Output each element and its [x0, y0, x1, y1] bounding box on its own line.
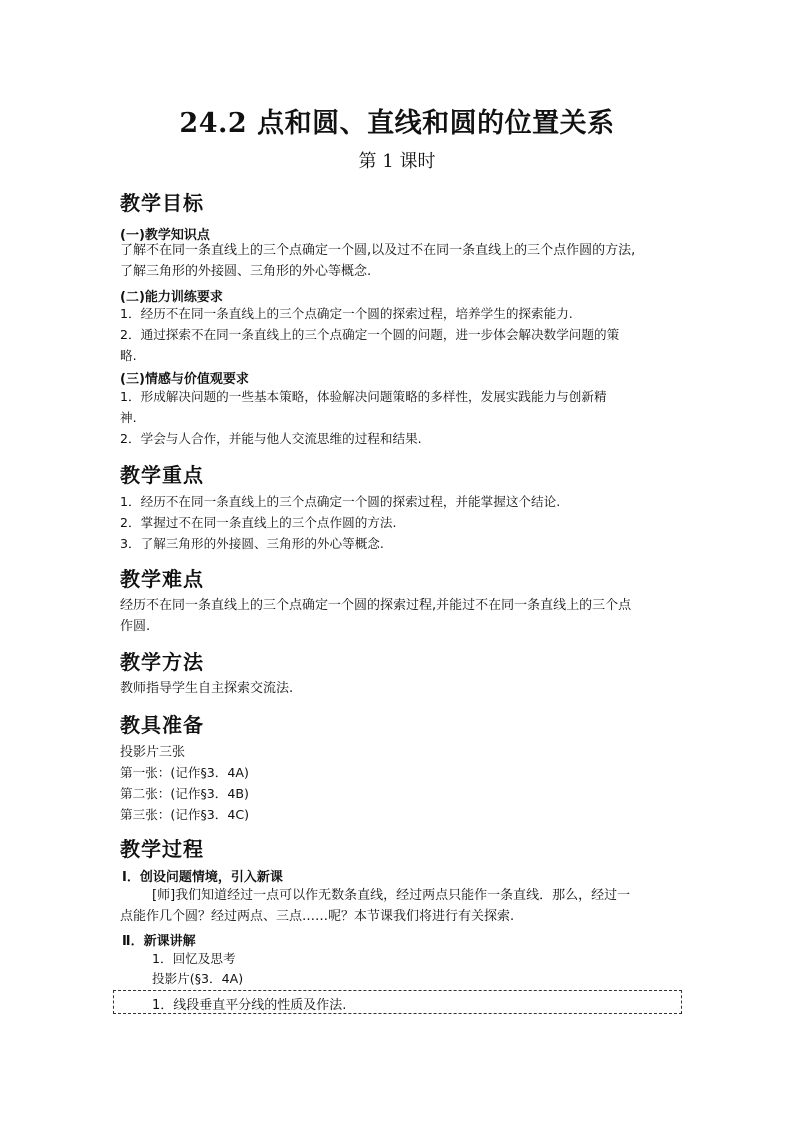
paragraph-line: 1．经历不在同一条直线上的三个点确定一个圆的探索过程，并能掌握这个结论. — [120, 494, 561, 509]
subsection-heading: Ⅰ．创设问题情境，引入新课 — [122, 870, 283, 885]
paragraph-line: 作圆. — [120, 619, 151, 634]
paragraph-line: 第一张：(记作§3．4A) — [120, 765, 249, 780]
paragraph-line: [师]我们知道经过一点可以作无数条直线，经过两点只能作一条直线．那么，经过一 — [152, 888, 631, 903]
paragraph-line: 神. — [120, 410, 137, 425]
section-heading-goals: 教学目标 — [120, 191, 204, 215]
subsection-heading: Ⅱ．新课讲解 — [122, 934, 196, 949]
paragraph-line: 了解不在同一条直线上的三个点确定一个圆,以及过不在同一条直线上的三个点作圆的方法, — [120, 243, 636, 258]
page-subtitle: 第 1 课时 — [358, 151, 436, 172]
subsection-heading: (二)能力训练要求 — [120, 290, 223, 305]
section-heading-aids: 教具准备 — [120, 713, 204, 737]
paragraph-line: 第三张：(记作§3．4C) — [120, 807, 250, 822]
paragraph-line: 2．学会与人合作，并能与他人交流思维的过程和结果. — [120, 431, 422, 446]
paragraph-line: 了解三角形的外接圆、三角形的外心等概念. — [120, 264, 372, 279]
page-title: 24.2 点和圆、直线和圆的位置关系 — [179, 108, 615, 139]
section-heading-difficulties: 教学难点 — [120, 567, 204, 591]
paragraph-line: 投影片(§3．4A) — [152, 971, 244, 986]
paragraph-line: 略. — [120, 348, 137, 363]
box-text: 1．线段垂直平分线的性质及作法. — [152, 998, 347, 1013]
section-heading-methods: 教学方法 — [120, 650, 204, 674]
paragraph-line: 点能作几个圆？经过两点、三点……呢？本节课我们将进行有关探索. — [120, 909, 515, 924]
paragraph-line: 1．回忆及思考 — [152, 951, 236, 966]
section-heading-process: 教学过程 — [120, 837, 204, 861]
subsection-heading: (三)情感与价值观要求 — [120, 372, 249, 387]
paragraph-line: 第二张：(记作§3．4B) — [120, 786, 249, 801]
paragraph-line: 3．了解三角形的外接圆、三角形的外心等概念. — [120, 536, 384, 551]
section-heading-key-points: 教学重点 — [120, 463, 204, 487]
dashed-note-box — [113, 990, 682, 1014]
paragraph-line: 1．经历不在同一条直线上的三个点确定一个圆的探索过程，培养学生的探索能力. — [120, 306, 573, 321]
paragraph-line: 教师指导学生自主探索交流法. — [120, 681, 294, 696]
paragraph-line: 投影片三张 — [120, 745, 186, 760]
paragraph-line: 1．形成解决问题的一些基本策略，体验解决问题策略的多样性，发展实践能力与创新精 — [120, 389, 607, 404]
paragraph-line: 经历不在同一条直线上的三个点确定一个圆的探索过程,并能过不在同一条直线上的三个点 — [120, 598, 632, 613]
subsection-heading: (一)教学知识点 — [120, 228, 210, 243]
paragraph-line: 2．掌握过不在同一条直线上的三个点作圆的方法. — [120, 515, 397, 530]
paragraph-line: 2．通过探索不在同一条直线上的三个点确定一个圆的问题，进一步体会解决数学问题的策 — [120, 327, 620, 342]
